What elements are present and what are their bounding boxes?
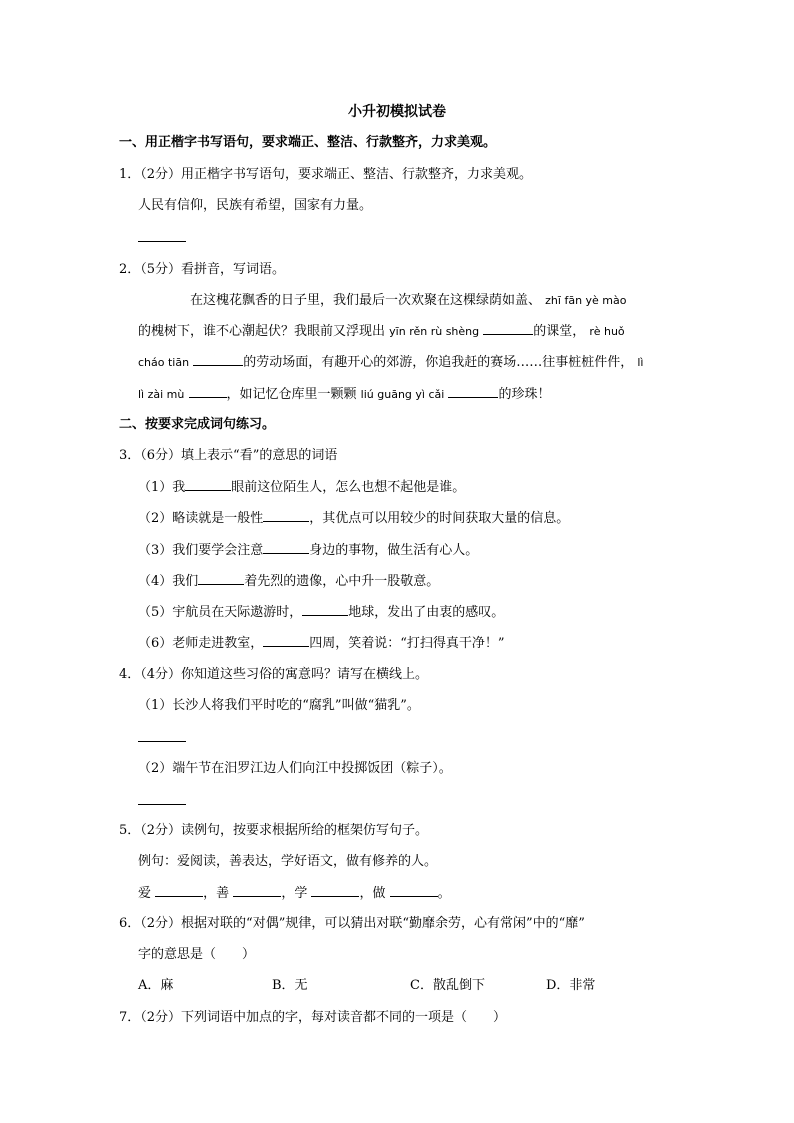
q5-blank-4[interactable] (390, 884, 438, 897)
question-6-stem-2: 字的意思是（ ） (138, 947, 256, 962)
q5-word-2: ，善 (203, 886, 230, 901)
q3-item-2-post: ，其优点可以用较少的时间获取大量的信息。 (309, 511, 570, 526)
q5-word-4: ，做 (359, 886, 386, 901)
q2-blank-4[interactable] (189, 385, 227, 398)
q3-item-1-post: 眼前这位陌生人，怎么也想不起他是谁。 (231, 480, 466, 495)
q2-blank-2[interactable] (483, 322, 533, 335)
q6-option-b[interactable]: B．无 (272, 978, 308, 993)
q3-item-3 (138, 541, 478, 560)
q2-blank-3[interactable] (193, 353, 243, 366)
q5-blank-3[interactable] (311, 884, 359, 897)
question-1-sentence: 人民有信仰，民族有希望，国家有力量。 (138, 198, 373, 213)
q3-item-1 (138, 478, 465, 497)
question-1-answer-line[interactable] (138, 241, 186, 242)
q3-item-3-pre: （3）我们要学会注意 (138, 543, 264, 558)
question-2-line-4 (138, 385, 550, 404)
page-title: 小升初模拟试卷 (348, 104, 446, 120)
question-3-stem: 3．（6分）填上表示“看”的意思的词语 (119, 448, 338, 463)
question-7-stem: 7．（2分）下列词语中加点的字，每对读音都不同的一项是（ ） (119, 1010, 507, 1025)
q5-example: 例句：爱阅读，善表达，学好语文，做有修养的人。 (138, 854, 438, 869)
q3-item-4 (138, 572, 439, 591)
question-4-stem: 4．（4分）你知道这些习俗的寓意吗？请写在横线上。 (119, 667, 429, 682)
q2-pinyin-2: yīn rěn rù shèng (389, 325, 480, 338)
q2-blank-5[interactable] (448, 385, 498, 398)
q5-blank-2[interactable] (233, 884, 281, 897)
question-6-stem: 6．（2分）根据对联的“对偶”规律，可以猜出对联“勤靡余劳，心有常闲”中的“靡” (119, 916, 585, 931)
q3-item-6-post: 四周，笑着说：“打扫得真干净！” (309, 636, 505, 651)
q2-text-4b: 的珍珠！ (498, 387, 551, 402)
q2-pinyin-5: liú guāng yì cǎi (360, 388, 445, 401)
q3-item-3-post: 身边的事物，做生活有心人。 (309, 543, 479, 558)
q5-frame (138, 884, 451, 903)
q3-item-4-post: 着先烈的遗像，心中升一股敬意。 (244, 574, 440, 589)
q4-sub-1: （1）长沙人将我们平时吃的“腐乳”叫做“猫乳”。 (138, 698, 420, 713)
q3-blank-1[interactable] (185, 478, 231, 491)
q6-option-d[interactable]: D．非常 (546, 978, 596, 993)
section-heading-1: 一、用正楷字书写语句，要求端正、整洁、行款整齐，力求美观。 (119, 135, 497, 150)
q4-answer-line-1[interactable] (138, 741, 186, 742)
q4-answer-line-2[interactable] (138, 804, 186, 805)
q3-item-5-pre: （5）宇航员在天际遨游时， (138, 605, 303, 620)
q2-pinyin-3: rè huǒ (589, 325, 625, 338)
question-5-stem: 5．（2分）读例句，按要求根据所给的框架仿写句子。 (119, 823, 429, 838)
q3-item-1-pre: （1）我 (138, 480, 186, 495)
question-1-stem: 1．（2分）用正楷字书写语句，要求端正、整洁、行款整齐，力求美观。 (119, 167, 533, 182)
q2-text-3: 的劳动场面，有趣开心的郊游，你追我赶的赛场……往事桩桩件件， (243, 355, 634, 370)
q2-pinyin-4b: lì zài mù (138, 388, 185, 401)
question-2-stem: 2．（5分）看拼音，写词语。 (119, 262, 286, 277)
q5-end: 。 (437, 886, 451, 901)
q2-text-2: 的槐树下，谁不心潮起伏？我眼前又浮现出 (138, 324, 386, 339)
q2-pinyin-3b: cháo tiān (138, 356, 190, 369)
section-heading-2: 二、按要求完成词句练习。 (119, 417, 276, 432)
question-2-line-2 (138, 322, 625, 341)
q2-pinyin-4: lì (637, 356, 644, 369)
q3-blank-2[interactable] (263, 509, 309, 522)
q5-word-1: 爱 (138, 886, 152, 901)
q3-blank-6[interactable] (263, 634, 309, 647)
q3-item-6-pre: （6）老师走进教室， (138, 636, 264, 651)
q6-option-c[interactable]: C．散乱倒下 (410, 978, 485, 993)
q2-text-2b: 的课堂， (533, 324, 586, 339)
q3-item-5 (138, 603, 504, 622)
question-2-line-3 (138, 353, 644, 372)
q3-item-5-post: 地球，发出了由衷的感叹。 (348, 605, 505, 620)
question-2-line-1 (190, 292, 627, 310)
q2-text-4: ，如记忆仓库里一颗颗 (226, 387, 357, 402)
q3-item-2-pre: （2）略读就是一般性 (138, 511, 264, 526)
q3-item-2 (138, 509, 569, 528)
q3-blank-4[interactable] (198, 572, 244, 585)
q5-word-3: ，学 (281, 886, 308, 901)
q3-item-6 (138, 634, 505, 653)
q3-item-4-pre: （4）我们 (138, 574, 199, 589)
q2-pinyin-1: zhī fān yè mào (545, 294, 627, 307)
q5-blank-1[interactable] (155, 884, 203, 897)
q3-blank-5[interactable] (302, 603, 348, 616)
q2-text-1: 在这槐花飘香的日子里，我们最后一次欢聚在这棵绿荫如盖、 (190, 293, 542, 308)
q4-sub-2: （2）端午节在汨罗江边人们向江中投掷饭团（粽子）。 (138, 761, 452, 776)
q6-option-a[interactable]: A．麻 (138, 978, 174, 993)
q3-blank-3[interactable] (263, 541, 309, 554)
